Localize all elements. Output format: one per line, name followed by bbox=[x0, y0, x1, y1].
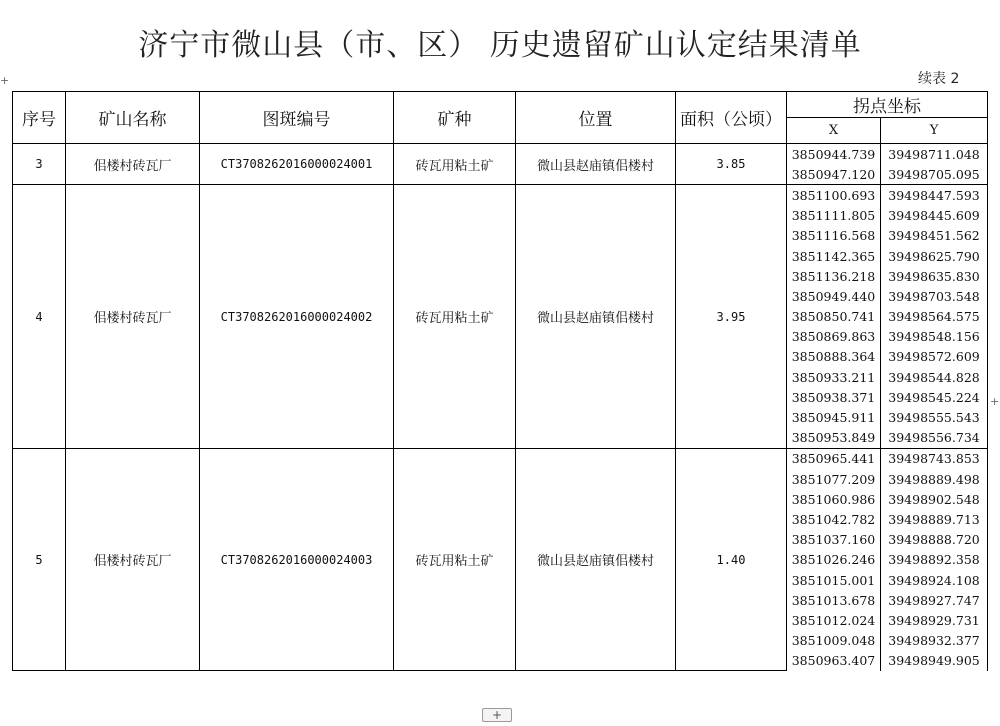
coord-x-cell: 3851013.678 bbox=[787, 590, 881, 610]
coord-y-cell: 39498888.720 bbox=[881, 530, 988, 550]
header-location: 位置 bbox=[516, 92, 676, 144]
coord-x-cell: 3850963.407 bbox=[787, 651, 881, 671]
table-row bbox=[13, 185, 988, 206]
header-coordinates: 拐点坐标 bbox=[787, 92, 988, 118]
coord-x-cell: 3851012.024 bbox=[787, 610, 881, 630]
coord-x-cell: 3850888.364 bbox=[787, 347, 881, 367]
patch-code-cell: CT3708262016000024002 bbox=[200, 185, 394, 448]
header-index: 序号 bbox=[13, 92, 66, 144]
row-index: 5 bbox=[13, 448, 66, 671]
table-body bbox=[13, 144, 988, 671]
coord-y-cell: 39498902.548 bbox=[881, 489, 988, 509]
row-index: 3 bbox=[13, 144, 66, 185]
coord-y-cell: 39498711.048 bbox=[881, 144, 988, 165]
coord-x-cell: 3851142.365 bbox=[787, 246, 881, 266]
coord-x-cell: 3850938.371 bbox=[787, 387, 881, 407]
coord-y-cell: 39498555.543 bbox=[881, 407, 988, 427]
right-edge-plus-icon[interactable]: + bbox=[990, 395, 1000, 408]
coord-x-cell: 3851077.209 bbox=[787, 469, 881, 489]
patch-code-cell: CT3708262016000024001 bbox=[200, 144, 394, 185]
coord-x-cell: 3850949.440 bbox=[787, 286, 881, 306]
document-title: 济宁市微山县（市、区） 历史遗留矿山认定结果清单 bbox=[138, 28, 862, 63]
coord-y-cell: 39498889.498 bbox=[881, 469, 988, 489]
coord-x-cell: 3850933.211 bbox=[787, 367, 881, 387]
mineral-cell: 砖瓦用粘土矿 bbox=[394, 448, 516, 671]
coord-x-cell: 3851009.048 bbox=[787, 631, 881, 651]
mine-list-table bbox=[12, 91, 988, 671]
coord-x-cell: 3851037.160 bbox=[787, 530, 881, 550]
coord-y-cell: 39498705.095 bbox=[881, 164, 988, 185]
coord-y-cell: 39498545.224 bbox=[881, 387, 988, 407]
coord-x-cell: 3850945.911 bbox=[787, 407, 881, 427]
coord-x-cell: 3850953.849 bbox=[787, 428, 881, 449]
coord-x-cell: 3851136.218 bbox=[787, 266, 881, 286]
coord-y-cell: 39498889.713 bbox=[881, 509, 988, 529]
coord-y-cell: 39498556.734 bbox=[881, 428, 988, 449]
coord-y-cell: 39498572.609 bbox=[881, 347, 988, 367]
mine-name-cell: 佀楼村砖瓦厂 bbox=[66, 144, 200, 185]
coord-y-cell: 39498892.358 bbox=[881, 550, 988, 570]
coord-y-cell: 39498564.575 bbox=[881, 307, 988, 327]
coord-y-cell: 39498548.156 bbox=[881, 327, 988, 347]
mineral-cell: 砖瓦用粘土矿 bbox=[394, 185, 516, 448]
area-cell: 3.95 bbox=[676, 185, 787, 448]
coord-x-cell: 3851015.001 bbox=[787, 570, 881, 590]
coord-y-cell: 39498949.905 bbox=[881, 651, 988, 671]
table-row bbox=[13, 144, 988, 165]
coord-x-cell: 3850947.120 bbox=[787, 164, 881, 185]
left-edge-plus-icon[interactable]: + bbox=[0, 74, 10, 87]
location-cell: 微山县赵庙镇佀楼村 bbox=[516, 185, 676, 448]
header-mine-name: 矿山名称 bbox=[66, 92, 200, 144]
coord-y-cell: 39498635.830 bbox=[881, 266, 988, 286]
coord-x-cell: 3850869.863 bbox=[787, 327, 881, 347]
coord-x-cell: 3851042.782 bbox=[787, 509, 881, 529]
coord-y-cell: 39498929.731 bbox=[881, 610, 988, 630]
mine-name-cell: 佀楼村砖瓦厂 bbox=[66, 185, 200, 448]
coord-x-cell: 3851026.246 bbox=[787, 550, 881, 570]
coord-x-cell: 3850965.441 bbox=[787, 448, 881, 469]
coord-y-cell: 39498924.108 bbox=[881, 570, 988, 590]
header-patch-code: 图斑编号 bbox=[200, 92, 394, 144]
coord-x-cell: 3851060.986 bbox=[787, 489, 881, 509]
area-cell: 3.85 bbox=[676, 144, 787, 185]
coord-x-cell: 3850850.741 bbox=[787, 307, 881, 327]
header-y: Y bbox=[881, 118, 988, 144]
coord-y-cell: 39498927.747 bbox=[881, 590, 988, 610]
table-row bbox=[13, 448, 988, 469]
row-index: 4 bbox=[13, 185, 66, 448]
coord-y-cell: 39498451.562 bbox=[881, 226, 988, 246]
coord-y-cell: 39498743.853 bbox=[881, 448, 988, 469]
coord-x-cell: 3851116.568 bbox=[787, 226, 881, 246]
location-cell: 微山县赵庙镇佀楼村 bbox=[516, 144, 676, 185]
area-cell: 1.40 bbox=[676, 448, 787, 671]
coord-y-cell: 39498445.609 bbox=[881, 206, 988, 226]
add-row-button[interactable]: + bbox=[482, 708, 512, 722]
mineral-cell: 砖瓦用粘土矿 bbox=[394, 144, 516, 185]
coord-y-cell: 39498544.828 bbox=[881, 367, 988, 387]
coord-y-cell: 39498625.790 bbox=[881, 246, 988, 266]
coord-y-cell: 39498703.548 bbox=[881, 286, 988, 306]
coord-x-cell: 3850944.739 bbox=[787, 144, 881, 165]
continuation-label: 续表 2 bbox=[918, 71, 960, 87]
header-x: X bbox=[787, 118, 881, 144]
header-area: 面积（公顷） bbox=[676, 92, 787, 144]
location-cell: 微山县赵庙镇佀楼村 bbox=[516, 448, 676, 671]
coord-x-cell: 3851100.693 bbox=[787, 185, 881, 206]
patch-code-cell: CT3708262016000024003 bbox=[200, 448, 394, 671]
mine-name-cell: 佀楼村砖瓦厂 bbox=[66, 448, 200, 671]
coord-x-cell: 3851111.805 bbox=[787, 206, 881, 226]
header-mineral: 矿种 bbox=[394, 92, 516, 144]
coord-y-cell: 39498447.593 bbox=[881, 185, 988, 206]
coord-y-cell: 39498932.377 bbox=[881, 631, 988, 651]
